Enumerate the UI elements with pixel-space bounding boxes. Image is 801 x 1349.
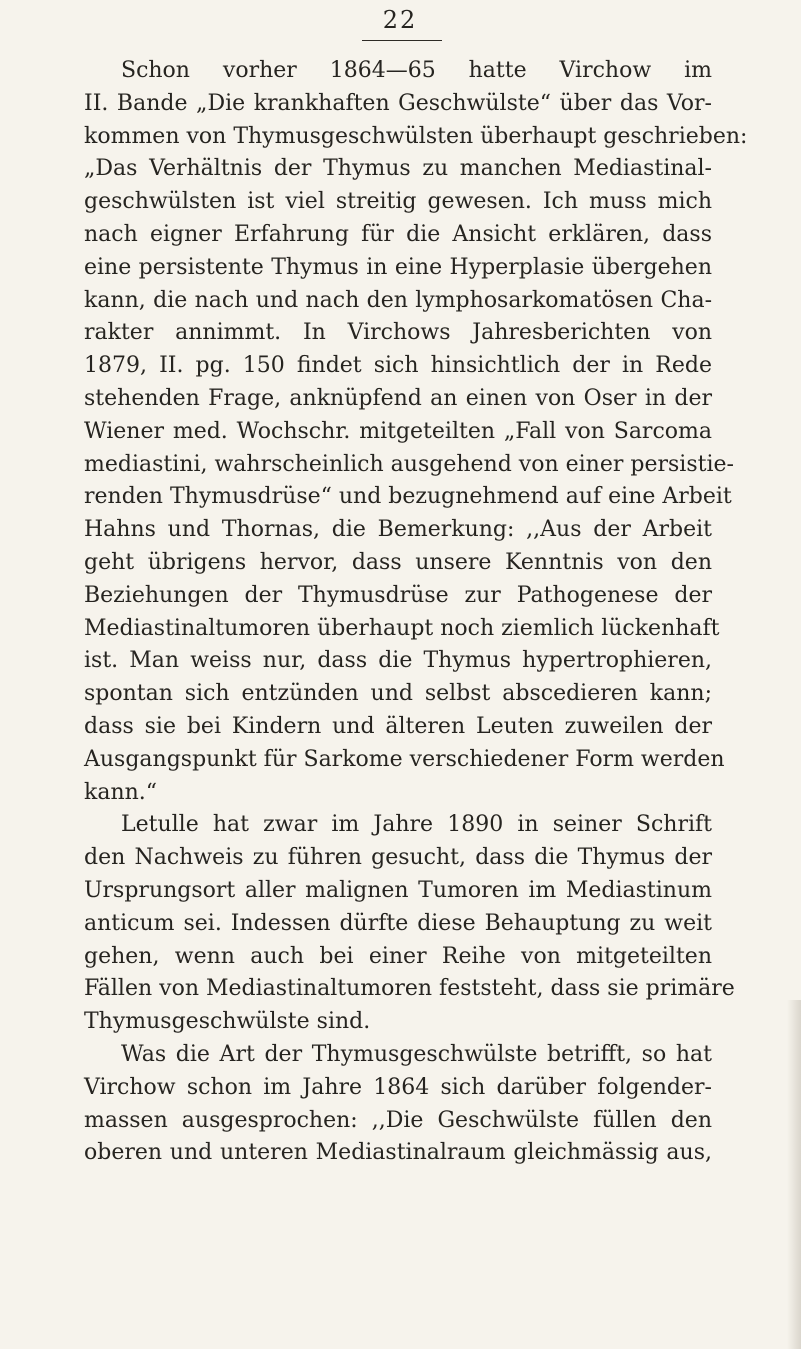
text-line: Beziehungen der Thymusdrüse zur Pathogenese der [84,582,712,608]
text-line: renden Thymusdrüse“ und bezugnehmend auf eine Arbeit [84,484,732,510]
text-line: 1879, II. pg. 150 findet sich hinsichtlich der in Rede [84,353,712,379]
text-line: spontan sich entzünden und selbst abscedieren kann; [84,681,712,707]
text-line: den Nachweis zu führen gesucht, dass die Thymus der [84,845,712,871]
page-edge-shadow [787,1000,801,1349]
text-line: Thymusgeschwülste sind. [84,1009,371,1035]
text-line: Wiener med. Wochschr. mitgeteilten „Fall von Sarcoma [84,418,712,444]
text-line: dass sie bei Kindern und älteren Leuten zuweilen der [84,713,712,739]
text-line: mediastini, wahrscheinlich ausgehend von einer persistie- [84,451,734,477]
text-line: massen ausgesprochen: ,,Die Geschwülste füllen den [84,1107,712,1133]
text-line: kann.“ [84,779,158,805]
text-line: „Das Verhältnis der Thymus zu manchen Mediastinal- [84,156,712,182]
text-line: Was die Art der Thymusgeschwülste betrifft, so hat [121,1041,712,1067]
body-text [84,55,748,1170]
text-line: Virchow schon im Jahre 1864 sich darüber folgender- [84,1074,712,1100]
text-line: gehen, wenn auch bei einer Reihe von mitgeteilten [84,943,712,969]
text-line: oberen und unteren Mediastinalraum gleichmässig aus, [84,1140,712,1166]
text-line: ist. Man weiss nur, dass die Thymus hypertrophieren, [84,648,712,674]
text-line: anticum sei. Indessen dürfte diese Behauptung zu weit [84,910,712,936]
text-line: II. Bande „Die krankhaften Geschwülste“ über das Vor- [84,90,712,116]
text-line: Ausgangspunkt für Sarkome verschiedener Form werden [84,746,725,772]
text-line: nach eigner Erfahrung für die Ansicht erklären, dass [84,221,712,247]
page-number-rule [362,40,442,41]
page-number: 22 [382,6,418,34]
text-line: Schon vorher 1864—65 hatte Virchow im [121,58,712,83]
text-line: stehenden Frage, anknüpfend an einen von Oser in der [84,385,712,411]
text-line: kommen von Thymusgeschwülsten überhaupt geschrieben: [84,123,748,149]
text-line: Fällen von Mediastinaltumoren feststeht, dass sie primäre [84,976,735,1002]
text-line: Hahns und Thornas, die Bemerkung: ,,Aus der Arbeit [84,517,712,543]
text-line: Mediastinaltumoren überhaupt noch ziemlich lückenhaft [84,615,720,641]
text-line: Letulle hat zwar im Jahre 1890 in seiner Schrift [121,812,712,838]
text-line: Ursprungsort aller malignen Tumoren im Mediastinum [84,877,712,903]
text-line: geschwülsten ist viel streitig gewesen. Ich muss mich [84,189,712,215]
text-line: geht übrigens hervor, dass unsere Kenntnis von den [84,549,712,575]
text-line: kann, die nach und nach den lymphosarkomatösen Cha- [84,287,712,313]
text-line: eine persistente Thymus in eine Hyperplasie übergehen [84,254,712,280]
text-line: rakter annimmt. In Virchows Jahresberichten von [84,320,712,346]
